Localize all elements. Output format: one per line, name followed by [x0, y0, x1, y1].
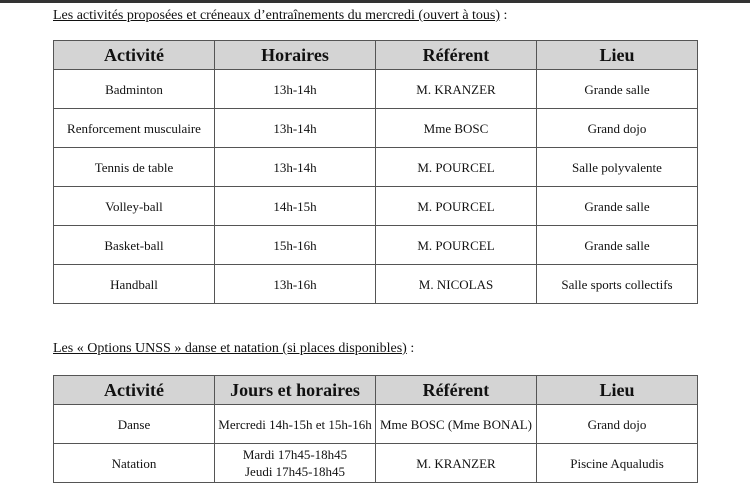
header-row — [54, 376, 698, 405]
table-cell: M. KRANZER — [376, 70, 537, 109]
unss-options-table — [53, 375, 698, 483]
table-row — [54, 265, 698, 304]
table-cell: Grand dojo — [537, 405, 698, 444]
table-cell: 14h-15h — [215, 187, 376, 226]
wednesday-activities-table — [53, 40, 698, 304]
table-row — [54, 226, 698, 265]
table-cell: Grande salle — [537, 70, 698, 109]
table-cell: 15h-16h — [215, 226, 376, 265]
table-cell: M. NICOLAS — [376, 265, 537, 304]
table-cell: Grande salle — [537, 226, 698, 265]
column-header: Horaires — [215, 41, 376, 70]
table-cell: 13h-14h — [215, 109, 376, 148]
table-row — [54, 70, 698, 109]
table-row — [54, 187, 698, 226]
table-cell: Tennis de table — [54, 148, 215, 187]
table-cell: M. POURCEL — [376, 187, 537, 226]
section2-caption: Les « Options UNSS » danse et natation (si places disponibles) : — [53, 341, 415, 356]
column-header: Référent — [376, 376, 537, 405]
table-cell: M. POURCEL — [376, 148, 537, 187]
table-cell: 13h-16h — [215, 265, 376, 304]
section1-caption: Les activités proposées et créneaux d’entraînements du mercredi (ouvert à tous) : — [53, 8, 508, 23]
table-cell: Grand dojo — [537, 109, 698, 148]
table-cell: Mme BOSC (Mme BONAL) — [376, 405, 537, 444]
table-cell: Mardi 17h45-18h45 Jeudi 17h45-18h45 — [215, 444, 376, 483]
table-cell: Basket-ball — [54, 226, 215, 265]
table-cell: M. KRANZER — [376, 444, 537, 483]
table-cell: Salle polyvalente — [537, 148, 698, 187]
column-header: Lieu — [537, 41, 698, 70]
table-cell: Badminton — [54, 70, 215, 109]
table-row — [54, 444, 698, 483]
header-row — [54, 41, 698, 70]
column-header: Activité — [54, 41, 215, 70]
table-cell: Natation — [54, 444, 215, 483]
table-cell: 13h-14h — [215, 70, 376, 109]
column-header: Référent — [376, 41, 537, 70]
column-header: Lieu — [537, 376, 698, 405]
column-header: Jours et horaires — [215, 376, 376, 405]
table-cell: Handball — [54, 265, 215, 304]
column-header: Activité — [54, 376, 215, 405]
table-cell: M. POURCEL — [376, 226, 537, 265]
top-border — [0, 0, 750, 3]
table-row — [54, 148, 698, 187]
table-row — [54, 405, 698, 444]
table-row — [54, 109, 698, 148]
table-cell: Piscine Aqualudis — [537, 444, 698, 483]
table-cell: Salle sports collectifs — [537, 265, 698, 304]
table-cell: 13h-14h — [215, 148, 376, 187]
table-cell: Renforcement musculaire — [54, 109, 215, 148]
table-cell: Grande salle — [537, 187, 698, 226]
table-cell: Mme BOSC — [376, 109, 537, 148]
table-cell: Danse — [54, 405, 215, 444]
table-cell: Volley-ball — [54, 187, 215, 226]
table-cell: Mercredi 14h-15h et 15h-16h — [215, 405, 376, 444]
